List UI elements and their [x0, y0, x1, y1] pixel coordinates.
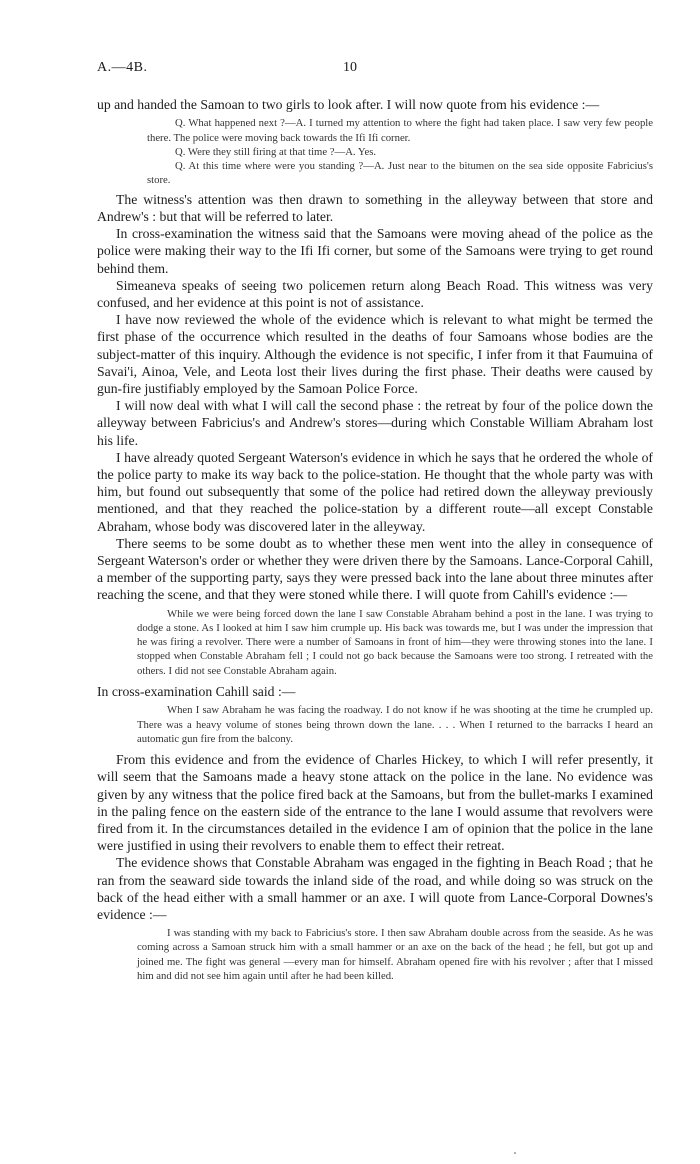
quote-text: I was standing with my back to Fabricius's store. I then saw Abraham double across from the seaside. As he was coming across a Samoan struck him with a small hammer or an axe on the back of the head ; he fell, but got up and joined me. The fight was general —every man for himself. Abraham opened fire with his revolver ; after that I missed him and did not see him again until after he had been killed. [137, 927, 653, 983]
quote-text: When I saw Abraham he was facing the roadway. I do not know if he was shooting at the time he crumpled up. There was a heavy volume of stones being thrown down the lane. . . . When I returned to the barracks I heard an automatic gun fire from the balcony. [137, 704, 653, 745]
paragraph: Simeaneva speaks of seeing two policemen return along Beach Road. This witness was very confused, and her evidence at this point is not of assistance. [97, 277, 653, 310]
page-header [97, 60, 653, 82]
paragraph: From this evidence and from the evidence of Charles Hickey, to which I will refer presently, it will seem that the Samoans made a heavy stone attack on the police in the lane. No evidence was given by any witness that the police fired back at the Samoans, but from the bullet-marks I examined in the paling fence on the eastern side of the entrance to the lane I would assume that revolvers were fired from it. In the circumstances detailed in the evidence I am of opinion that the police in the lane were justified in using their revolvers to enable them to effect their retreat. [97, 752, 653, 854]
page-number: 10 [343, 60, 357, 75]
question-answer: Q. Were they still firing at that time ?—A. Yes. [175, 145, 377, 158]
document-body [97, 96, 653, 983]
document-reference: A.—4B. [97, 60, 148, 75]
scan-speck [514, 1152, 516, 1154]
quoted-evidence [137, 607, 653, 678]
quote-text: While we were being forced down the lane I saw Constable Abraham behind a post in the lane. I was trying to dodge a stone. As I looked at him I saw him crumple up. His back was towards me, but I was under the impression that he was firing a revolver. There were a number of Samoans in front of him—they were throwing stones into the lane. I stopped when Constable Abraham fell ; I could not go back because the Samoans were too strong. I retreated with the others. I did not see Constable Abraham again. [137, 607, 653, 677]
paragraph: I have already quoted Sergeant Waterson's evidence in which he says that he ordered the whole of the police party to make its way back to the police-station. He thought that the whole party was with him, but found out subsequently that some of the police had retired down the alleyway previously mentioned, and that they reached the police-station by a different route—all except Constable Abraham, whose body was discovered later in the alleyway. [97, 449, 653, 534]
paragraph: In cross-examination Cahill said :— [97, 684, 296, 700]
paragraph: I have now reviewed the whole of the evidence which is relevant to what might be termed the first phase of the occurrence which resulted in the deaths of four Samoans whose bodies are the subject-matter of this inquiry. Although the evidence is not specific, I infer from it that Faumuina of Savai'i, Ainoa, Vele, and Leota lost their lives during the first phase. Their deaths were caused by gun-fire justifiably employed by the Samoan Police Force. [97, 312, 653, 396]
question-answer: Q. At this time where were you standing ?—A. Just near to the bitumen on the sea side opposite Fabricius's store. [147, 160, 653, 187]
paragraph: up and handed the Samoan to two girls to look after. I will now quote from his evidence :— [97, 97, 600, 112]
document-page [97, 60, 653, 983]
paragraph: I will now deal with what I will call the second phase : the retreat by four of the police down the alleyway between Fabricius's and Andrew's stores—during which Constable William Abraham lost his life. [97, 398, 653, 448]
paragraph: The evidence shows that Constable Abraham was engaged in the fighting in Beach Road ; that he ran from the seaward side towards the inland side of the road, and while doing so was struck on the back of the head either with a small hammer or an axe. I will quote from Lance-Corporal Downes's evidence :— [97, 855, 653, 922]
paragraph: In cross-examination the witness said that the Samoans were moving ahead of the police as the police were making their way to the Ifi Ifi corner, but some of the Samoans were trying to get round behind them. [97, 226, 653, 276]
quoted-evidence [147, 116, 653, 187]
quoted-evidence [137, 703, 653, 746]
question-answer: Q. What happened next ?—A. I turned my attention to where the fight had taken place. I saw very few people there. The police were moving back towards the Ifi Ifi corner. [147, 117, 653, 144]
paragraph: The witness's attention was then drawn to something in the alleyway between that store and Andrew's : but that will be referred to later. [97, 191, 653, 224]
quoted-evidence [137, 926, 653, 983]
paragraph: There seems to be some doubt as to whether these men went into the alley in consequence of Sergeant Waterson's order or whether they were driven there by the Samoans. Lance-Corporal Cahill, a member of the supporting party, says they were pressed back into the lane about three minutes after reaching the scene, and that they were stoned while there. I will quote from Cahill's evidence :— [97, 535, 653, 603]
